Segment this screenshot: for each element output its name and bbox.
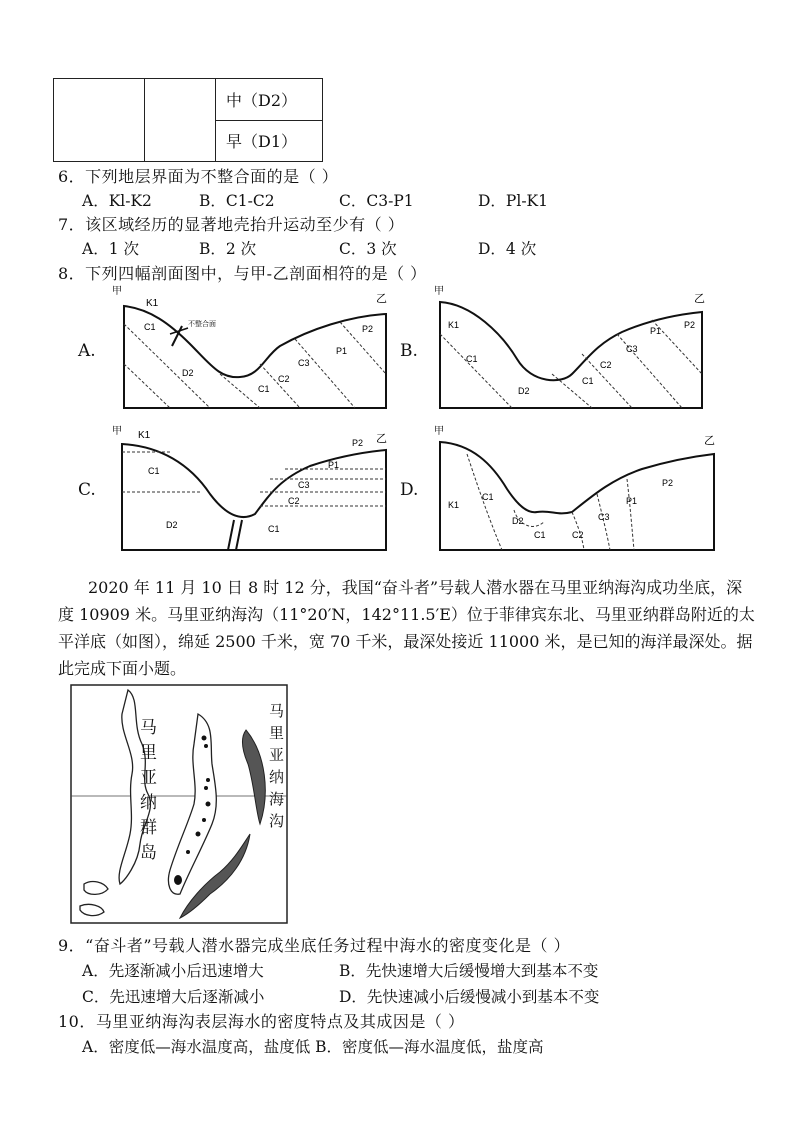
q9-option-a: A．先逐渐减小后迅速增大 (82, 962, 264, 980)
profile-d-label-c2: C2 (572, 530, 584, 540)
q6-option-b: B．C1-C2 (199, 192, 275, 210)
mariana-map (70, 684, 288, 924)
profile-a-label-d2: D2 (182, 368, 194, 378)
q6-option-d: D．Pl-K1 (478, 192, 548, 210)
profile-d-label-d2: D2 (512, 516, 524, 526)
profile-a-end: 乙 (376, 293, 387, 305)
profile-b-diagram (432, 284, 722, 412)
profile-c-label-c1a: C1 (148, 466, 160, 476)
profile-b-label-c3: C3 (626, 344, 638, 354)
question-6: 6．下列地层界面为不整合面的是（ ） (58, 167, 339, 186)
profile-c-label-c2: C2 (288, 496, 300, 506)
profile-a-label-c1b: C1 (258, 384, 270, 394)
profile-a-label-c1a: C1 (144, 322, 156, 332)
question-7: 7．该区域经历的显著地壳抬升运动至少有（ ） (58, 215, 405, 234)
strata-table (53, 78, 323, 162)
profile-c-label-p1: P1 (328, 460, 340, 470)
map-islands-label: 马里亚纳群岛 (140, 718, 157, 863)
strata-cell-era (54, 79, 145, 162)
map-trench-label: 马里亚纳海沟 (269, 702, 285, 830)
profile-c-label-d2: D2 (166, 520, 178, 530)
passage-text: 2020 年 11 月 10 日 8 时 12 分，我国“奋斗者”号载人潜水器在马里亚纳海沟成功坐底，深度 10909 米。马里亚纳海沟（11°20′N，142°11.5′E）位于菲律宾东北、马里亚纳群岛附近的太平洋底（如图），绵延 2500 千米，宽 70 千米，最深处接近 11000 米，是已知的海洋最深处。据此完成下面小题。 (58, 578, 755, 678)
profile-d-label-c1a: C1 (482, 492, 494, 502)
profile-a-start: 甲 (112, 286, 122, 297)
profile-c-diagram (110, 424, 390, 554)
strata-row-d2: 中（D2） (216, 79, 323, 121)
profile-c-label-p2: P2 (352, 438, 364, 448)
profile-a-diagram (110, 284, 390, 412)
q9-option-c: C．先迅速增大后逐渐减小 (82, 988, 265, 1006)
profile-d-end: 乙 (704, 435, 715, 447)
profile-c-label-k1: K1 (138, 430, 151, 441)
q9-option-d: D．先快速减小后缓慢减小到基本不变 (339, 988, 600, 1006)
profile-option-c-letter: C. (78, 480, 96, 500)
q9-option-b: B．先快速增大后缓慢增大到基本不变 (339, 962, 599, 980)
profile-a-label-p2: P2 (362, 324, 374, 334)
profile-a-label-c3: C3 (298, 358, 310, 368)
profile-b-start: 甲 (434, 286, 444, 297)
q6-option-c: C．C3-P1 (339, 192, 414, 210)
profile-d-label-p2: P2 (662, 478, 674, 488)
profile-option-a-letter: A. (78, 341, 96, 361)
question-9: 9．“奋斗者”号载人潜水器完成坐底任务过程中海水的密度变化是（ ） (58, 936, 571, 955)
profile-a-label-unconformity: 不整合面 (188, 321, 216, 328)
profile-c-end: 乙 (376, 433, 387, 445)
profile-a-label-c2: C2 (278, 374, 290, 384)
profile-d-start: 甲 (434, 426, 444, 437)
profile-a-label-p1: P1 (336, 346, 348, 356)
question-8: 8．下列四幅剖面图中，与甲-乙剖面相符的是（ ） (58, 264, 427, 283)
profile-d-label-p1: P1 (626, 496, 638, 506)
profile-d-diagram (432, 424, 722, 554)
profile-d-label-c3: C3 (598, 512, 610, 522)
profile-b-label-p2: P2 (684, 320, 696, 330)
profile-c-label-c3: C3 (298, 480, 310, 490)
q7-option-a: A．1 次 (82, 240, 139, 258)
profile-option-b-letter: B. (400, 341, 418, 361)
q6-option-a: A．Kl-K2 (82, 192, 152, 210)
profile-a-label-k1: K1 (146, 298, 159, 309)
profile-d-label-k1: K1 (448, 500, 460, 510)
profile-c-label-c1b: C1 (268, 524, 280, 534)
profile-b-label-c2: C2 (600, 360, 612, 370)
profile-c-start: 甲 (112, 426, 122, 437)
q7-option-c: C．3 次 (339, 240, 397, 258)
profile-b-label-d2: D2 (518, 386, 530, 396)
strata-cell-period (145, 79, 216, 162)
question-10: 10．马里亚纳海沟表层海水的密度特点及其成因是（ ） (58, 1012, 465, 1031)
profile-b-label-c1b: C1 (582, 376, 594, 386)
profile-b-label-k1: K1 (448, 320, 460, 330)
q10-options: A．密度低—海水温度高，盐度低 B．密度低—海水温度低，盐度高 (82, 1038, 544, 1056)
profile-b-label-p1: P1 (650, 326, 662, 336)
q7-option-b: B．2 次 (199, 240, 257, 258)
strata-row-d1: 早（D1） (216, 120, 323, 162)
profile-d-label-c1b: C1 (534, 530, 546, 540)
profile-b-end: 乙 (694, 293, 705, 305)
q7-option-d: D．4 次 (478, 240, 537, 258)
profile-b-label-c1a: C1 (466, 354, 478, 364)
profile-option-d-letter: D. (400, 480, 419, 500)
